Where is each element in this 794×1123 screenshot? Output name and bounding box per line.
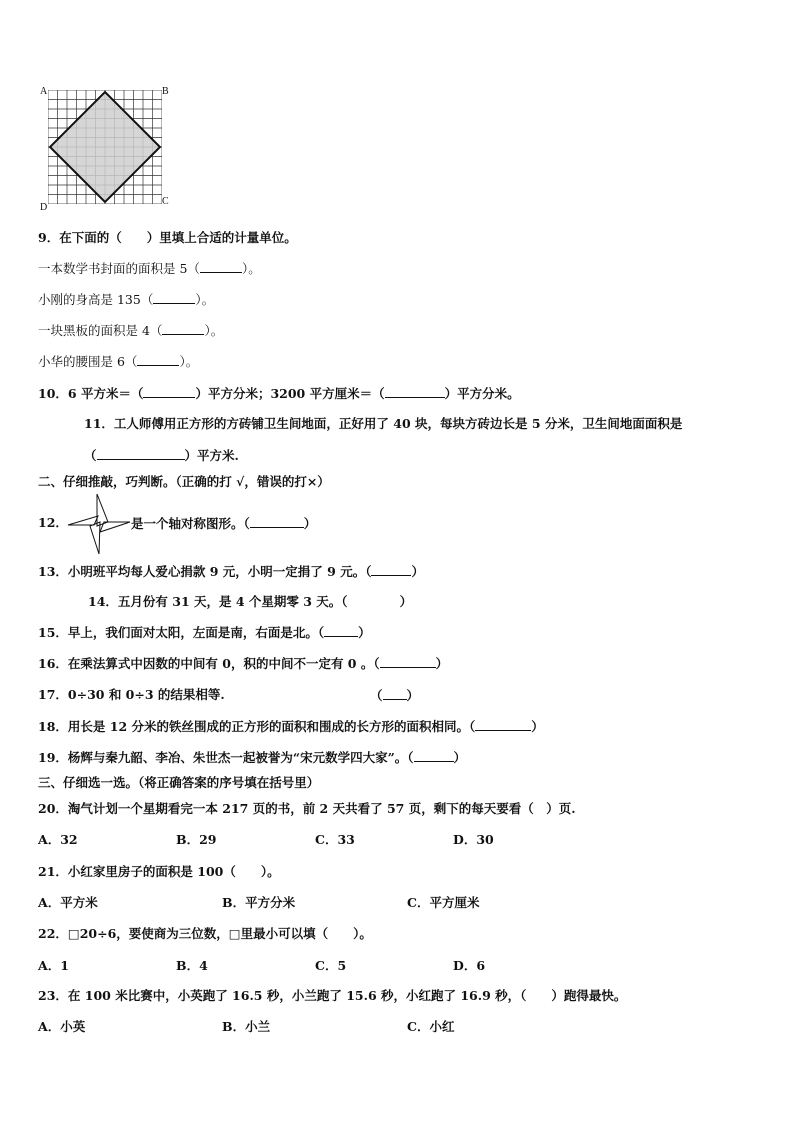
answer-blank[interactable] [153, 291, 195, 304]
answer-blank[interactable] [385, 385, 445, 398]
answer-blank[interactable] [383, 687, 407, 700]
q9-line-4: 小华的腰围是 6（ ）。 [38, 354, 199, 369]
q23-options [38, 1019, 738, 1035]
q11-line-2: （ ）平方米. [84, 448, 239, 463]
q16: 16．在乘法算式中因数的中间有 0，积的中间不一定有 0 。（ ） [38, 656, 449, 671]
answer-blank[interactable] [137, 353, 179, 366]
q12-text: 是一个轴对称图形。（ ） [131, 516, 317, 531]
q22-option-c[interactable]: C．5 [315, 958, 347, 973]
q18: 18．用长是 12 分米的铁丝围成的正方形的面积和围成的长方形的面积相同。（ ） [38, 719, 544, 734]
answer-blank[interactable] [324, 624, 358, 637]
q23-option-a[interactable]: A．小英 [38, 1019, 86, 1034]
answer-blank[interactable] [475, 718, 531, 731]
corner-label-b: B [162, 86, 169, 97]
q21-options [38, 895, 738, 911]
q14: 14．五月份有 31 天，是 4 个星期零 3 天。（ ） [88, 594, 413, 609]
corner-label-c: C [162, 196, 169, 207]
q12-number: 12． [38, 515, 68, 530]
q13: 13．小明班平均每人爱心捐款 9 元，小明一定捐了 9 元。（ ） [38, 564, 424, 579]
q22-options [38, 958, 738, 974]
q22-option-b[interactable]: B．4 [176, 958, 208, 973]
q11-line-1: 11．工人师傅用正方形的方砖铺卫生间地面，正好用了 40 块，每块方砖边长是 5 分米，卫生间地面面积是 [84, 416, 683, 431]
q9-line-3: 一块黑板的面积是 4（ ）。 [38, 323, 224, 338]
q22-option-a[interactable]: A．1 [38, 958, 69, 973]
q21-option-c[interactable]: C．平方厘米 [407, 895, 480, 910]
q23-option-c[interactable]: C．小红 [407, 1019, 455, 1034]
answer-blank[interactable] [162, 322, 204, 335]
section-2-title: 二、仔细推敲，巧判断。（正确的打 √，错误的打×） [38, 474, 330, 489]
q20-option-a[interactable]: A．32 [38, 832, 78, 847]
corner-label-d: D [40, 202, 48, 213]
q15: 15．早上，我们面对太阳，左面是南，右面是北。（ ） [38, 625, 371, 640]
q20-option-d[interactable]: D．30 [453, 832, 494, 847]
answer-blank[interactable] [371, 563, 411, 576]
q20: 20．淘气计划一个星期看完一本 217 页的书，前 2 天共看了 57 页，剩下的每天要看（ ）页. [38, 801, 576, 816]
q20-options [38, 832, 738, 848]
q21-option-a[interactable]: A．平方米 [38, 895, 98, 910]
answer-blank[interactable] [143, 385, 195, 398]
corner-label-a: A [40, 86, 48, 97]
q17-answer: （ ） [370, 688, 420, 703]
q20-option-b[interactable]: B．29 [176, 832, 217, 847]
q22: 22．□20÷6，要使商为三位数，□里最小可以填（ ）。 [38, 926, 372, 941]
q22-option-d[interactable]: D．6 [453, 958, 486, 973]
grid-square-figure [48, 90, 162, 204]
section-3-title: 三、仔细选一选。（将正确答案的序号填在括号里） [38, 775, 320, 790]
q21: 21．小红家里房子的面积是 100（ ）。 [38, 864, 280, 879]
q23-option-b[interactable]: B．小兰 [222, 1019, 271, 1034]
answer-blank[interactable] [250, 515, 304, 528]
q10: 10．6 平方米＝（ ）平方分米；3200 平方厘米＝（ ）平方分米。 [38, 386, 520, 401]
answer-blank[interactable] [414, 749, 454, 762]
q17: 17．0÷30 和 0÷3 的结果相等. [38, 687, 225, 702]
q9-line-2: 小刚的身高是 135（ ）。 [38, 292, 215, 307]
answer-blank[interactable] [200, 260, 242, 273]
q9-line-1: 一本数学书封面的面积是 5（ ）。 [38, 261, 261, 276]
q9-stem: 9．在下面的（ ）里填上合适的计量单位。 [38, 230, 297, 245]
q20-option-c[interactable]: C．33 [315, 832, 355, 847]
pinwheel-figure [64, 492, 134, 556]
q19: 19．杨辉与秦九韶、李冶、朱世杰一起被誉为“宋元数学四大家”。（ ） [38, 750, 467, 765]
answer-blank[interactable] [380, 655, 436, 668]
q21-option-b[interactable]: B．平方分米 [222, 895, 296, 910]
q23: 23．在 100 米比赛中，小英跑了 16.5 秒，小兰跑了 15.6 秒，小红跑了 16.9 秒，（ ）跑得最快。 [38, 988, 627, 1003]
answer-blank[interactable] [97, 447, 185, 460]
